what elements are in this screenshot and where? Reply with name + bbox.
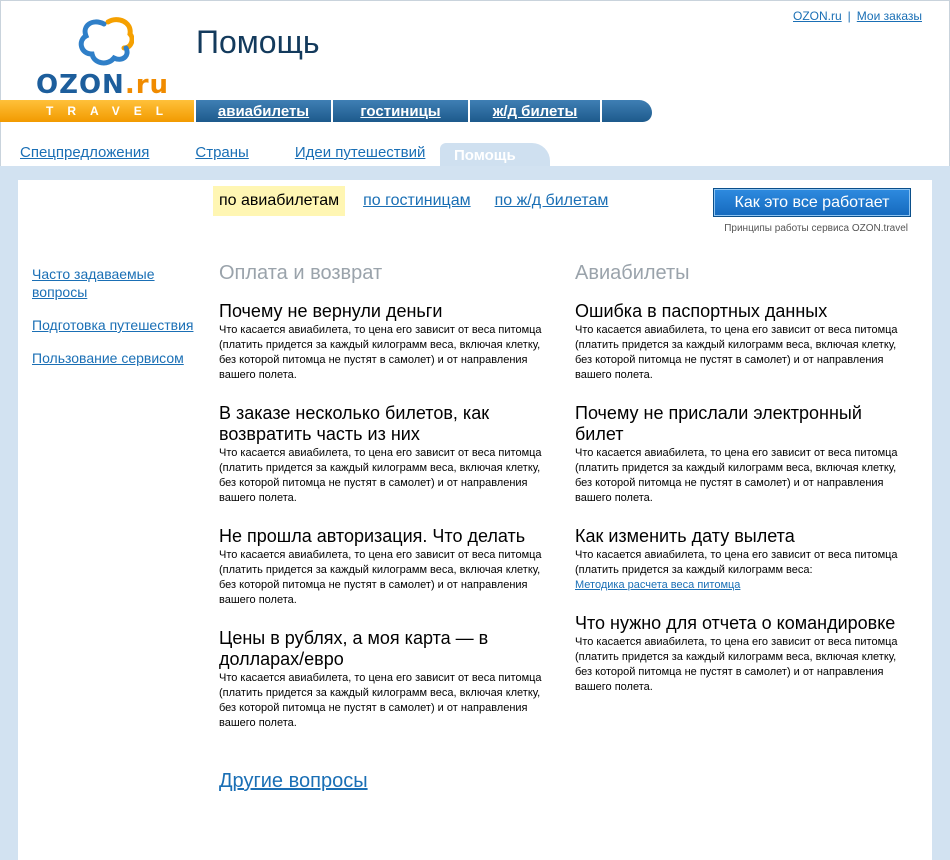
sub-nav-help-active[interactable]: Помощь [440, 143, 550, 167]
brand-wordmark [36, 70, 169, 100]
ozon-link[interactable]: OZON.ru [793, 9, 842, 23]
cloud-logo-icon [78, 16, 134, 66]
sidebar [32, 265, 202, 382]
my-orders-link[interactable]: Мои заказы [856, 9, 922, 23]
faq-item [575, 301, 905, 383]
sidebar-item-faq[interactable]: Часто задаваемые вопросы [32, 266, 155, 300]
faq-question[interactable]: Ошибка в паспортных данных [575, 301, 828, 321]
faq-answer: Что касается авиабилета, то цена его зависит от веса питомца (платить придется за каждый килограмм веса, включая клетку, без которой питомца не пустят в самолет) и от направления вашего полета. [219, 672, 542, 729]
column-heading: Оплата и возврат [219, 262, 383, 284]
main-nav-flights[interactable]: авиабилеты [196, 100, 331, 122]
filter-trains[interactable]: по ж/д билетам [494, 192, 609, 209]
faq-question[interactable]: В заказе несколько билетов, как возвратить часть из них [219, 403, 490, 444]
faq-question[interactable]: Как изменить дату вылета [575, 526, 795, 546]
travel-bar: TRAVEL [0, 100, 194, 122]
faq-answer: Что касается авиабилета, то цена его зависит от веса питомца (платить придется за каждый килограмм веса, включая клетку, без которой питомца не пустят в самолет) и от направления вашего полета. [575, 324, 898, 381]
faq-question[interactable]: Почему не вернули деньги [219, 301, 443, 321]
how-it-works-button[interactable]: Как это все работает [713, 188, 911, 217]
main-nav-trains[interactable]: ж/д билеты [470, 100, 600, 122]
top-links-separator: | [847, 9, 851, 23]
main-nav-tail [602, 100, 652, 122]
faq-answer-text: Что касается авиабилета, то цена его зависит от веса питомца (платить придется за каждый килограмм веса: [575, 549, 898, 576]
main-nav-hotels[interactable]: гостиницы [333, 100, 468, 122]
faq-answer: Что касается авиабилета, то цена его зависит от веса питомца (платить придется за каждый килограмм веса, включая клетку, без которой питомца не пустят в самолет) и от направления вашего полета. [219, 549, 542, 606]
pet-weight-method-link[interactable]: Методика расчета веса питомца [575, 579, 741, 591]
more-questions-link[interactable]: Другие вопросы [219, 770, 368, 792]
faq-item [575, 526, 905, 593]
sub-nav-countries[interactable]: Страны [195, 144, 249, 161]
faq-answer [575, 548, 905, 593]
filter-flights-active[interactable]: по авиабилетам [213, 186, 345, 216]
help-filters [213, 186, 614, 216]
page-title: Помощь [196, 24, 320, 60]
sub-nav-travel-ideas[interactable]: Идеи путешествий [294, 144, 426, 161]
faq-answer: Что касается авиабилета, то цена его зависит от веса питомца (платить придется за каждый килограмм веса, включая клетку, без которой питомца не пустят в самолет) и от направления вашего полета. [219, 324, 542, 381]
top-links [793, 9, 922, 23]
column-heading: Авиабилеты [575, 262, 690, 284]
faq-answer: Что касается авиабилета, то цена его зависит от веса питомца (платить придется за каждый килограмм веса, включая клетку, без которой питомца не пустят в самолет) и от направления вашего полета. [575, 447, 898, 504]
faq-question[interactable]: Почему не прислали электронный билет [575, 403, 862, 444]
sub-nav [20, 144, 471, 161]
column-flights [575, 262, 905, 715]
faq-item [219, 403, 549, 506]
ozon-travel-logo[interactable] [36, 16, 176, 100]
column-payment-refund [219, 262, 549, 751]
brand-suffix: .ru [124, 70, 170, 100]
filter-hotels[interactable]: по гостиницам [363, 192, 471, 209]
faq-item [219, 628, 549, 731]
brand-main: OZON [36, 70, 125, 100]
faq-answer: Что касается авиабилета, то цена его зависит от веса питомца (платить придется за каждый килограмм веса, включая клетку, без которой питомца не пустят в самолет) и от направления вашего полета. [575, 636, 898, 693]
faq-answer: Что касается авиабилета, то цена его зависит от веса питомца (платить придется за каждый килограмм веса, включая клетку, без которой питомца не пустят в самолет) и от направления вашего полета. [219, 447, 542, 504]
faq-item [219, 301, 549, 383]
faq-question[interactable]: Цены в рублях, а моя карта — в долларах/евро [219, 628, 489, 669]
main-nav [196, 100, 652, 122]
how-it-works-caption: Принципы работы сервиса OZON.travel [724, 223, 908, 234]
faq-item [219, 526, 549, 608]
faq-item [575, 613, 905, 695]
faq-question[interactable]: Не прошла авторизация. Что делать [219, 526, 526, 546]
sidebar-item-service-usage[interactable]: Пользование сервисом [32, 350, 184, 366]
sidebar-item-trip-preparation[interactable]: Подготовка путешествия [32, 317, 194, 333]
faq-item [575, 403, 905, 506]
sub-nav-special-offers[interactable]: Спецпредложения [20, 144, 150, 161]
faq-question[interactable]: Что нужно для отчета о командировке [575, 613, 896, 633]
